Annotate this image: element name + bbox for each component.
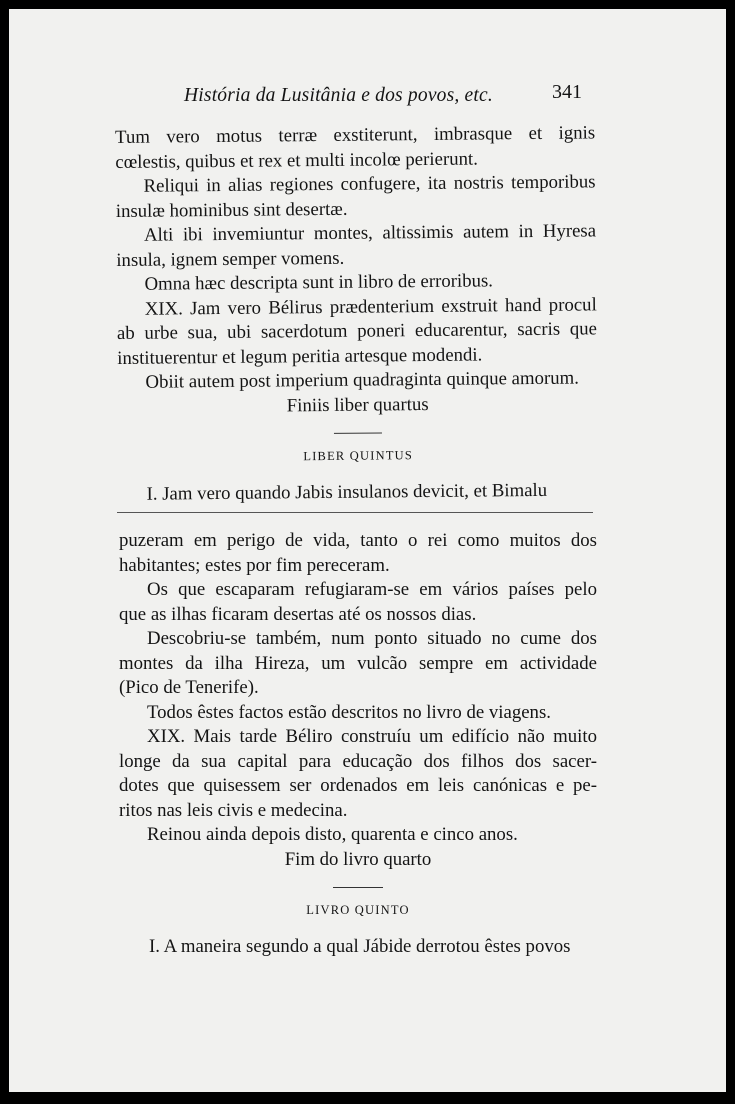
page-header	[184, 81, 604, 111]
portuguese-text-block	[119, 529, 597, 959]
latin-book-end: Finiis liber quartus	[286, 393, 429, 416]
running-title: História da Lusitânia e dos povos, etc.	[184, 85, 493, 106]
portuguese-paragraph	[119, 725, 597, 823]
portuguese-book-end: Fim do livro quarto	[284, 848, 432, 870]
page-number: 341	[552, 81, 582, 103]
section-divider	[334, 432, 382, 433]
text-line: cœlestis, quibus et rex et multi incolœ perierunt.	[115, 148, 478, 173]
text-line: que as ilhas ficaram desertas até os nossos dias.	[119, 603, 477, 625]
latin-paragraph	[116, 219, 596, 273]
latin-paragraph	[115, 121, 595, 175]
text-line: habitantes; estes por fim pereceram.	[119, 554, 390, 576]
text-line: longe da sua capital para educação dos filhos dos sacer-	[119, 750, 597, 772]
portuguese-section-heading: LIVRO QUINTO	[306, 903, 410, 917]
text-line: ritos nas leis civis e medecina.	[119, 799, 348, 821]
portuguese-paragraph	[119, 627, 597, 701]
text-line: Reliqui in alias regiones confugere, ita nostris temporibus	[143, 171, 596, 197]
text-line: puzeram em perigo de vida, tanto o rei como muitos dos	[119, 530, 597, 551]
latin-paragraph	[117, 293, 598, 371]
text-line: Tum vero motus terræ exstiterunt, imbrasque et ignis	[115, 122, 596, 148]
latin-paragraph	[117, 366, 597, 395]
portuguese-last-line: I. A maneira segundo a qual Jábide derrotou êstes povos	[149, 935, 571, 957]
text-line: Obiit autem post imperium quadraginta quinque amorum.	[145, 367, 579, 393]
text-line: insula, ignem semper vomens.	[116, 247, 345, 271]
crop-line	[117, 512, 593, 513]
text-line: (Pico de Tenerife).	[119, 677, 259, 698]
latin-section-heading: LIBER QUINTUS	[303, 448, 414, 464]
latin-text-block	[115, 121, 599, 507]
portuguese-paragraph	[119, 701, 597, 726]
text-line: Descobriu-se também, num ponto situado no cume dos	[147, 628, 597, 649]
section-divider	[333, 887, 383, 888]
text-line: XIX. Jam vero Bélirus prædenterium exstruit hand procul	[144, 293, 597, 320]
text-line: Omna hæc descripta sunt in libro de erroribus.	[144, 270, 494, 295]
text-line: dotes que quisessem ser ordenados em leis canónicas e pe-	[119, 775, 597, 796]
text-line: ab urbe sua, ubi sacerdotum poneri educarentur, sacris que	[116, 318, 598, 344]
text-line: Alti ibi invemiuntur montes, altissimis autem in Hyresa	[143, 220, 597, 246]
text-line: Todos êstes factos estão descritos no livro de viagens.	[147, 701, 551, 723]
portuguese-paragraph	[119, 578, 597, 627]
book-page	[9, 9, 726, 1092]
text-line: Reinou ainda depois disto, quarenta e cinco anos.	[147, 824, 518, 845]
text-line: instituerentur et legum peritia artesque modendi.	[117, 343, 483, 369]
text-line: XIX. Mais tarde Béliro construíu um edifício não muito	[147, 726, 597, 747]
portuguese-paragraph	[119, 529, 597, 578]
latin-paragraph	[115, 170, 595, 224]
latin-last-line: I. Jam vero quando Jabis insulanos devicit, et Bimalu	[146, 479, 548, 505]
text-line: insulæ hominibus sint desertæ.	[115, 198, 348, 222]
portuguese-paragraph	[119, 823, 597, 848]
text-line: Os que escaparam refugiaram-se em vários países pelo	[147, 579, 597, 600]
text-line: montes da ilha Hireza, um vulcão sempre em actividade	[119, 652, 597, 674]
